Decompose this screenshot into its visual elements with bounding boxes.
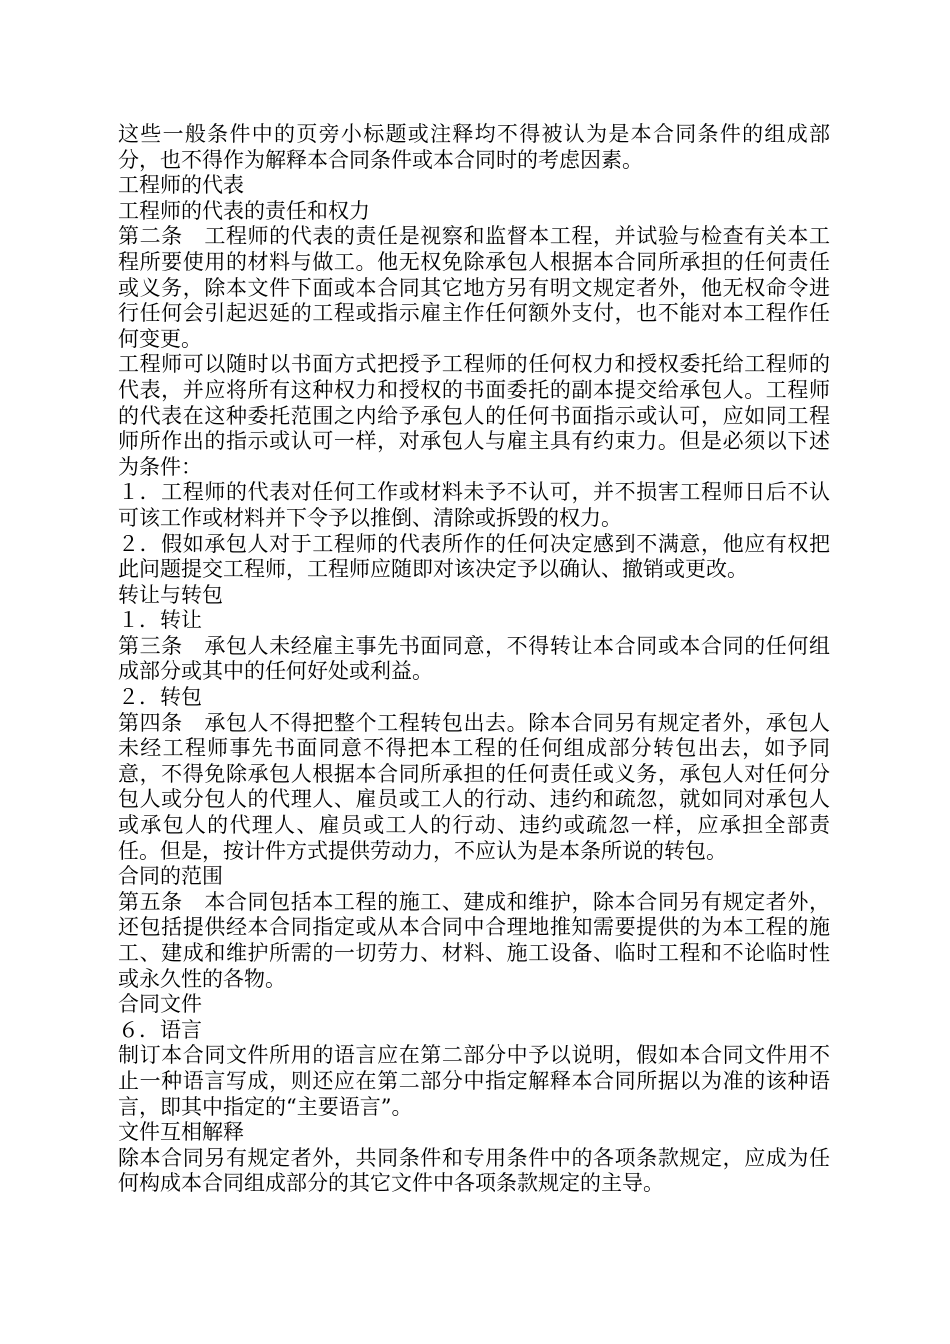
- heading-language: ６．语言: [118, 1017, 202, 1042]
- paragraph-marginal-notes: 这些一般条件中的页旁小标题或注释均不得被认为是本合同条件的组成部分，也不得作为解释本合同条件或本合同时的考虑因素。: [118, 122, 830, 172]
- paragraph-article-3: 第三条 承包人未经雇主事先书面同意，不得转让本合同或本合同的任何组成部分或其中的任何好处或利益。: [118, 633, 830, 684]
- paragraph-language: 制订本合同文件所用的语言应在第二部分中予以说明，假如本合同文件用不止一种语言写成，则还应在第二部分中指定解释本合同所据以为准的该种语言，即其中指定的“主要语言”。: [118, 1043, 830, 1119]
- heading-representative-duties: 工程师的代表的责任和权力: [118, 198, 370, 223]
- heading-assignment: １．转让: [118, 608, 202, 633]
- document-body: [118, 122, 830, 1197]
- paragraph-article-5: 第五条 本合同包括本工程的施工、建成和维护，除本合同另有规定者外，还包括提供经本合同指定或从本合同中合理地推知需要提供的为本工程的施工、建成和维护所需的一切劳力、材料、施工设备、临时工程和不论临时性或永久性的各物。: [118, 889, 830, 991]
- paragraph-article-2: 第二条 工程师的代表的责任是视察和监督本工程，并试验与检查有关本工程所要使用的材料与做工。他无权免除承包人根据本合同所承担的任何责任或义务，除本文件下面或本合同其它地方另有明文规定者外，他无权命令进行任何会引起迟延的工程或指示雇主作任何额外支付，也不能对本工程作任何变更。: [118, 224, 830, 351]
- paragraph-interpretation: 除本合同另有规定者外，共同条件和专用条件中的各项条款规定，应成为任何构成本合同组成部分的其它文件中各项条款规定的主导。: [118, 1145, 830, 1196]
- heading-subletting: ２．转包: [118, 685, 202, 710]
- heading-mutual-interpretation: 文件互相解释: [118, 1120, 244, 1145]
- heading-contract-documents: 合同文件: [118, 992, 202, 1017]
- paragraph-delegation: 工程师可以随时以书面方式把授予工程师的任何权力和授权委托给工程师的代表，并应将所有这种权力和授权的书面委托的副本提交给承包人。工程师的代表在这种委托范围之内给予承包人的任何书面指示或认可，应如同工程师所作出的指示或认可一样，对承包人与雇主具有约束力。但是必须以下述为条件：: [118, 352, 830, 479]
- heading-assignment-subletting: 转让与转包: [118, 582, 223, 607]
- paragraph-condition-1: １．工程师的代表对任何工作或材料未予不认可，并不损害工程师日后不认可该工作或材料并下令予以推倒、清除或拆毁的权力。: [118, 480, 830, 530]
- heading-engineer-representative: 工程师的代表: [118, 173, 244, 198]
- heading-contract-scope: 合同的范围: [118, 864, 223, 889]
- paragraph-condition-2: ２．假如承包人对于工程师的代表所作的任何决定感到不满意，他应有权把此问题提交工程师，工程师应随即对该决定予以确认、撤销或更改。: [118, 531, 830, 582]
- paragraph-article-4: 第四条 承包人不得把整个工程转包出去。除本合同另有规定者外，承包人未经工程师事先书面同意不得把本工程的任何组成部分转包出去，如予同意，不得免除承包人根据本合同所承担的任何责任或义务，承包人对任何分包人或分包人的代理人、雇员或工人的行动、违约和疏忽，就如同对承包人或承包人的代理人、雇员或工人的行动、违约或疏忽一样，应承担全部责任。但是，按计件方式提供劳动力，不应认为是本条所说的转包。: [118, 710, 830, 863]
